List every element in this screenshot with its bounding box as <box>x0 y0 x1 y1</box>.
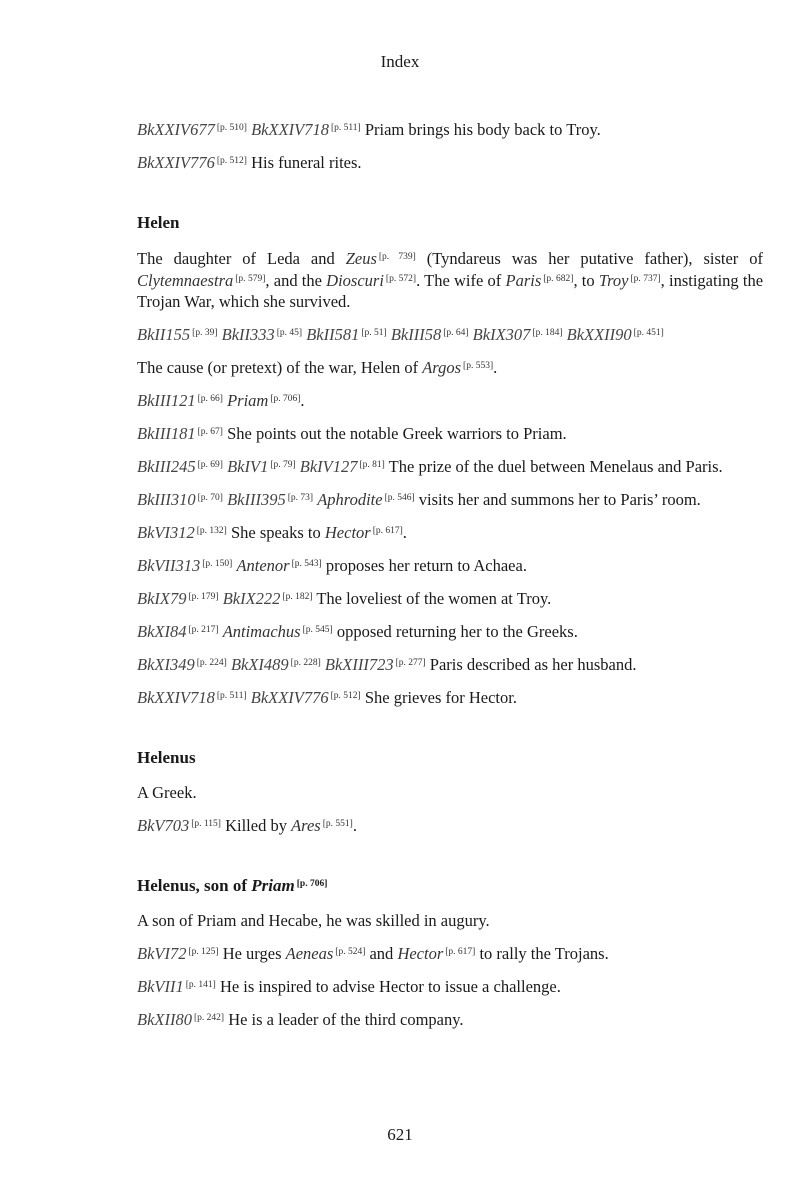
name-link[interactable]: Ares <box>291 816 321 835</box>
book-reference[interactable]: BkIII395 <box>227 490 286 509</box>
index-line <box>137 942 763 964</box>
desc-text: , instigating the Trojan War, which she survived. <box>137 271 764 311</box>
page-reference[interactable]: [p. 51] <box>361 328 387 338</box>
index-line <box>137 620 763 642</box>
desc-text: (Tyndareus was her putative father), sister of <box>415 249 764 268</box>
desc-text: , and the <box>265 271 327 290</box>
page-reference[interactable]: [p. 45] <box>276 328 303 338</box>
page-reference[interactable]: [p. 546] <box>384 493 415 503</box>
book-reference[interactable]: BkVI312 <box>137 523 195 542</box>
name-link[interactable]: Antenor <box>236 556 290 575</box>
entry-text: He urges <box>218 944 286 963</box>
entry-description <box>137 247 763 312</box>
book-reference[interactable]: BkVII313 <box>137 556 201 575</box>
entry-text: He is a leader of the third company. <box>224 1010 464 1029</box>
name-link[interactable]: Priam <box>227 391 269 410</box>
page-reference[interactable]: [p. 511] <box>216 691 247 701</box>
page-reference[interactable]: [p. 224] <box>196 658 227 668</box>
name-link[interactable]: Antimachus <box>222 622 301 641</box>
entry-heading-helen: Helen <box>137 213 180 232</box>
page-reference[interactable]: [p. 217] <box>188 625 219 635</box>
page-reference[interactable]: [p. 553] <box>463 361 494 371</box>
page-reference[interactable]: [p. 551] <box>322 819 353 829</box>
book-reference[interactable]: BkIX307 <box>472 325 531 344</box>
page-reference[interactable]: [p. 73] <box>287 493 314 503</box>
index-line <box>137 975 763 997</box>
entry-heading-helenus-son-of-priam <box>137 876 763 896</box>
index-line <box>137 1008 763 1030</box>
name-link[interactable]: Priam <box>251 876 295 895</box>
entry-text: The loveliest of the women at Troy. <box>312 589 552 608</box>
entry-heading-helenus: Helenus <box>137 748 196 767</box>
entry-text: opposed returning her to the Greeks. <box>332 622 578 641</box>
name-link[interactable]: Paris <box>505 271 542 290</box>
page-reference[interactable]: [p. 706] <box>296 879 328 889</box>
book-reference[interactable]: BkIII310 <box>137 490 196 509</box>
index-line <box>137 587 763 609</box>
entry-text: Paris described as her husband. <box>425 655 637 674</box>
page-reference[interactable]: [p. 179] <box>188 592 219 602</box>
name-link[interactable]: Dioscuri <box>326 271 384 290</box>
book-reference[interactable]: BkXIII723 <box>324 655 394 674</box>
book-reference[interactable]: BkIV1 <box>227 457 269 476</box>
entry-text: He is inspired to advise Hector to issue a challenge. <box>215 977 561 996</box>
page-reference[interactable]: [p. 66] <box>197 394 223 404</box>
index-line <box>137 554 763 576</box>
page-reference[interactable]: [p. 451] <box>633 328 664 338</box>
page-header: Index <box>380 52 420 71</box>
entry-text: Priam brings his body back to Troy. <box>360 120 601 139</box>
page-reference[interactable]: [p. 617] <box>372 526 403 536</box>
entry-text: Killed by <box>220 816 292 835</box>
entry-text: She points out the notable Greek warriors to Priam. <box>222 424 567 443</box>
desc-text: The daughter of Leda and <box>137 249 346 268</box>
page-reference[interactable]: [p. 132] <box>196 526 227 536</box>
index-line <box>137 455 763 477</box>
book-reference[interactable]: BkXXIV776 <box>250 688 329 707</box>
book-reference[interactable]: BkIV127 <box>299 457 358 476</box>
page-reference[interactable]: [p. 70] <box>197 493 223 503</box>
page-reference[interactable]: [p. 39] <box>192 328 218 338</box>
book-reference[interactable]: BkIII181 <box>137 424 196 443</box>
entry-text: . <box>300 391 305 410</box>
page-reference[interactable]: [p. 737] <box>630 274 661 284</box>
entry-text: . <box>493 358 498 377</box>
book-reference[interactable]: BkXXIV718 <box>137 688 215 707</box>
page-reference[interactable]: [p. 511] <box>330 123 361 133</box>
entry-text: visits her and summons her to Paris’ room. <box>414 490 701 509</box>
index-line <box>137 422 763 444</box>
book-reference[interactable]: BkXI489 <box>230 655 289 674</box>
index-line <box>137 151 763 173</box>
page-reference[interactable]: [p. 141] <box>185 980 216 990</box>
book-reference[interactable]: BkIX222 <box>222 589 281 608</box>
book-reference[interactable]: BkIII245 <box>137 457 196 476</box>
desc-text: , to <box>573 271 599 290</box>
book-reference[interactable]: BkXI84 <box>137 622 187 641</box>
book-reference[interactable]: BkII155 <box>137 325 191 344</box>
entry-text: . <box>402 523 407 542</box>
entry-text: She grieves for Hector. <box>360 688 517 707</box>
name-link[interactable]: Aeneas <box>285 944 334 963</box>
index-line <box>137 814 763 836</box>
page-reference[interactable]: [p. 617] <box>445 947 476 957</box>
book-reference[interactable]: BkIX79 <box>137 589 187 608</box>
entry-text: to rally the Trojans. <box>475 944 609 963</box>
entry-text: The prize of the duel between Menelaus and Paris. <box>384 457 723 476</box>
book-reference[interactable]: BkII581 <box>306 325 360 344</box>
page-reference[interactable]: [p. 228] <box>290 658 321 668</box>
entry-description: A Greek. <box>137 783 197 802</box>
book-reference[interactable]: BkXII80 <box>137 1010 192 1029</box>
index-line <box>137 389 763 411</box>
name-link[interactable]: Zeus <box>345 249 377 268</box>
book-reference[interactable]: BkVII1 <box>137 977 184 996</box>
entry-text: She speaks to <box>226 523 325 542</box>
page-reference[interactable]: [p. 277] <box>395 658 426 668</box>
page-reference[interactable]: [p. 572] <box>385 274 417 284</box>
index-line <box>137 686 763 708</box>
page-reference[interactable]: [p. 706] <box>270 394 301 404</box>
book-reference[interactable]: BkXXIV776 <box>137 153 215 172</box>
index-line <box>137 653 763 675</box>
page-reference[interactable]: [p. 524] <box>335 947 366 957</box>
book-reference[interactable]: BkV703 <box>137 816 190 835</box>
name-link[interactable]: Troy <box>598 271 629 290</box>
page-reference[interactable]: [p. 512] <box>330 691 361 701</box>
entry-text: The cause (or pretext) of the war, Helen of <box>137 358 423 377</box>
page-reference[interactable]: [p. 579] <box>235 274 266 284</box>
name-link[interactable]: Clytemnaestra <box>137 271 234 290</box>
page-reference[interactable]: [p. 150] <box>202 559 233 569</box>
page-reference[interactable]: [p. 682] <box>543 274 574 284</box>
page-reference[interactable]: [p. 125] <box>188 947 219 957</box>
name-link[interactable]: Aphrodite <box>317 490 383 509</box>
index-line <box>137 356 763 378</box>
book-reference[interactable]: BkIII121 <box>137 391 196 410</box>
page-reference[interactable]: [p. 545] <box>302 625 333 635</box>
page-reference[interactable]: [p. 739] <box>378 252 416 262</box>
heading-text: Helenus, son of <box>137 876 252 895</box>
page-reference[interactable]: [p. 242] <box>193 1013 225 1023</box>
page-reference[interactable]: [p. 64] <box>443 328 469 338</box>
name-link[interactable]: Argos <box>422 358 462 377</box>
book-reference[interactable]: BkII333 <box>221 325 275 344</box>
entry-description: A son of Priam and Hecabe, he was skilled in augury. <box>137 911 490 930</box>
page-reference[interactable]: [p. 79] <box>270 460 296 470</box>
page-reference[interactable]: [p. 115] <box>191 819 221 829</box>
page-reference[interactable]: [p. 69] <box>197 460 223 470</box>
entry-text: . <box>352 816 357 835</box>
book-reference[interactable]: BkVI72 <box>137 944 187 963</box>
book-reference[interactable]: BkIII58 <box>390 325 442 344</box>
index-line <box>137 488 763 510</box>
page-number: 621 <box>387 1125 413 1144</box>
index-line <box>137 118 763 140</box>
desc-text: . The wife of <box>416 271 506 290</box>
page-reference[interactable]: [p. 81] <box>359 460 385 470</box>
index-line <box>137 323 763 345</box>
page-reference[interactable]: [p. 67] <box>197 427 223 437</box>
page-reference[interactable]: [p. 512] <box>216 156 247 166</box>
page-reference[interactable]: [p. 543] <box>291 559 322 569</box>
index-content <box>137 118 763 1041</box>
index-line <box>137 521 763 543</box>
name-link[interactable]: Hector <box>324 523 371 542</box>
page-reference[interactable]: [p. 184] <box>532 328 563 338</box>
page-reference[interactable]: [p. 182] <box>282 592 313 602</box>
book-reference[interactable]: BkXXIV677 <box>137 120 215 139</box>
name-link[interactable]: Hector <box>397 944 444 963</box>
entry-text: proposes her return to Achaea. <box>321 556 527 575</box>
book-reference[interactable]: BkXXII90 <box>566 325 632 344</box>
book-reference[interactable]: BkXI349 <box>137 655 195 674</box>
book-reference[interactable]: BkXXIV718 <box>251 120 329 139</box>
entry-text: His funeral rites. <box>246 153 362 172</box>
entry-text: and <box>365 944 398 963</box>
page-reference[interactable]: [p. 510] <box>216 123 247 133</box>
